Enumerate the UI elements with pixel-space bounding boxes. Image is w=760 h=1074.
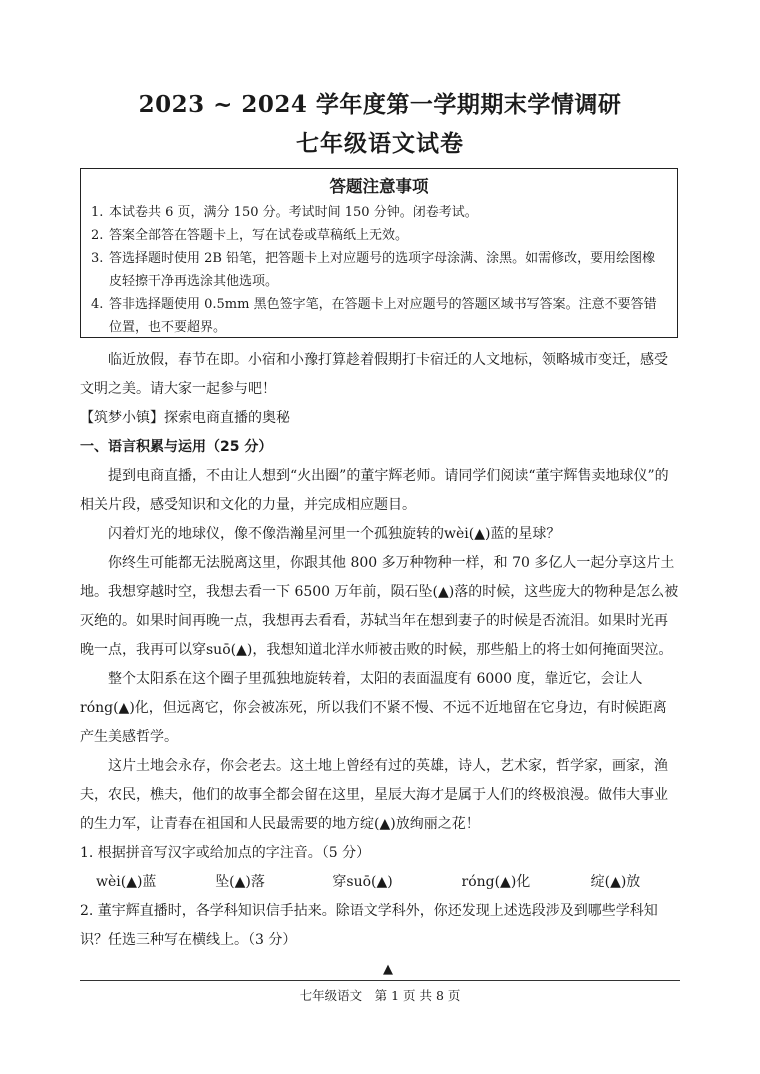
exam-title: 2023 ~ 2024 学年度第一学期期末学情调研	[138, 91, 622, 118]
notice-heading: 答题注意事项	[329, 177, 429, 196]
passage-paragraph: 闪着灯光的地球仪，像不像浩瀚星河里一个孤独旋转的wèi(▲)蓝的星球？	[108, 526, 561, 542]
exam-body	[80, 346, 680, 955]
answer-blank: 绽(▲)放	[590, 874, 641, 890]
page-number: 七年级语文 第 1 页 共 8 页	[299, 988, 461, 1003]
notice-item-number: 2.	[91, 228, 104, 243]
answer-blank: wèi(▲)蓝	[96, 874, 157, 890]
notice-item-text: 答非选择题使用 0.5mm 黑色签字笔，在答题卡上对应题号的答题区域书写答案。注意不要答错位置，也不要超界。	[109, 297, 657, 335]
notice-item	[91, 201, 667, 224]
answer-blank: 坠(▲)落	[215, 874, 265, 890]
notice-item-text: 本试卷共 6 页，满分 150 分。考试时间 150 分钟。闭卷考试。	[109, 205, 478, 220]
notice-item-text: 答案全部答在答题卡上，写在试卷或草稿纸上无效。	[109, 228, 409, 243]
footer-marker: ▲	[383, 962, 393, 977]
answer-blank: róng(▲)化	[461, 874, 531, 890]
question-1-answers	[80, 868, 680, 897]
answer-blank: 穿suō(▲)	[332, 874, 393, 890]
notice-item-number: 4.	[91, 297, 104, 312]
question-2: 2. 董宇辉直播时，各学科知识信手拈来。除语文学科外，你还发现上述选段涉及到哪些学科知识？任选三种写在横线上。（3 分）	[80, 903, 658, 948]
passage-paragraph: 你终生可能都无法脱离这里，你跟其他 800 多万种物种一样，和 70 多亿人一起分享这片土地。我想穿越时空，我想去看一下 6500 万年前，陨石坠(▲)落的时候，这些庞大的物种是怎么被灭绝的。如果时间再晚一点，我想再去看看，苏轼当年在想到妻子的时候是否流泪。如果时光再晚一点，我再可以穿suō(▲)，我想知道北洋水师被击败的时候，那些船上的将士如何掩面哭泣。	[80, 555, 679, 658]
notice-item-number: 1.	[91, 205, 104, 220]
notice-item-text: 答选择题时使用 2B 铅笔，把答题卡上对应题号的选项字母涂满、涂黑。如需修改，要用绘图橡皮轻擦干净再选涂其他选项。	[109, 251, 656, 289]
footer-divider	[80, 980, 680, 981]
intro-paragraph: 临近放假，春节在即。小宿和小豫打算趁着假期打卡宿迁的人文地标，领略城市变迁，感受文明之美。请大家一起参与吧！	[80, 352, 668, 397]
passage-paragraph: 提到电商直播，不由让人想到“火出圈”的董宇辉老师。请同学们阅读“董宇辉售卖地球仪”的相关片段，感受知识和文化的力量，并完成相应题目。	[80, 468, 669, 513]
passage-paragraph: 整个太阳系在这个圈子里孤独地旋转着，太阳的表面温度有 6000 度，靠近它，会让人róng(▲)化，但远离它，你会被冻死，所以我们不紧不慢、不远不近地留在它身边，有时候距离产生美感哲学。	[80, 671, 667, 745]
notice-item	[91, 293, 667, 339]
passage-paragraph: 这片土地会永存，你会老去。这土地上曾经有过的英雄，诗人，艺术家，哲学家，画家，渔夫，农民，樵夫，他们的故事全都会留在这里，星辰大海才是属于人们的终极浪漫。做伟大事业的生力军，让青春在祖国和人民最需要的地方绽(▲)放绚丽之花！	[80, 758, 668, 832]
section-title: 一、语言积累与运用（25 分）	[80, 439, 273, 455]
question-1: 1. 根据拼音写汉字或给加点的字注音。（5 分）	[80, 845, 371, 861]
section-label: 【筑梦小镇】探索电商直播的奥秘	[80, 410, 290, 426]
exam-subtitle: 七年级语文试卷	[296, 130, 464, 157]
notice-item	[91, 247, 667, 293]
notice-item-number: 3.	[91, 251, 104, 266]
notice-item	[91, 224, 667, 247]
notice-box	[80, 168, 678, 338]
